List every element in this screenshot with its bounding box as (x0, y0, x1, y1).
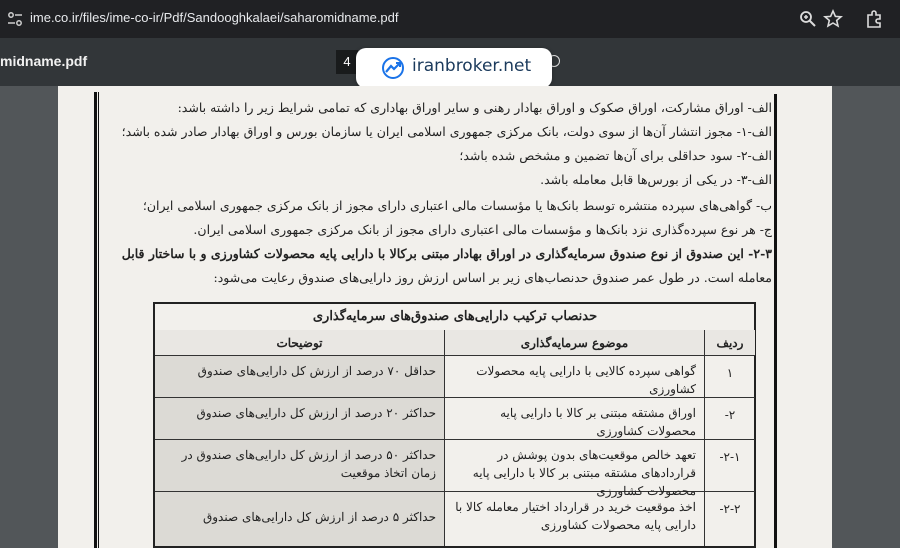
table-title: حدنصاب ترکیب دارایی‌های صندوق‌های سرمایه‌گذاری (155, 304, 755, 331)
zoom-icon[interactable] (798, 9, 818, 29)
row-subject: گواهی سپرده کالایی با دارایی پایه محصولات کشاورزی (444, 356, 704, 398)
doc-line: الف- اوراق مشارکت، اوراق صکوک و اوراق بهادار رهنی و سایر اوراق بهاداری که تمامی شرایط زیر را داشته باشد: (177, 100, 772, 115)
pdf-file-name: midname.pdf (0, 53, 88, 69)
allocation-table (153, 302, 756, 548)
row-subject: اخذ موقعیت خرید در قرارداد اختیار معامله کالا با دارایی پایه محصولات کشاورزی (444, 492, 704, 546)
page-frame-right (774, 94, 777, 548)
row-number: ۲-۱- (704, 440, 755, 492)
doc-line: معامله است. در طول عمر صندوق حدنصاب‌های زیر بر اساس ارزش روز دارایی‌های صندوق رعایت می‌شود: (213, 270, 772, 285)
iranbroker-watermark (356, 48, 552, 88)
row-number: ۱ (704, 356, 755, 398)
doc-line: الف-۱- مجوز انتشار آن‌ها از سوی دولت، بانک مرکزی جمهوری اسلامی ایران یا سازمان بورس و اوراق بهادار صادر شده باشد؛ (121, 124, 772, 139)
row-subject: اوراق مشتقه مبتنی بر کالا با دارایی پایه محصولات کشاورزی (444, 398, 704, 440)
doc-line: ب- گواهی‌های سپرده منتشره توسط بانک‌ها یا مؤسسات مالی اعتباری دارای مجوز از بانک مرکزی جمهوری اسلامی ایران؛ (142, 198, 772, 213)
site-info-icon[interactable] (6, 11, 24, 27)
browser-address-bar (0, 0, 900, 38)
row-notes: حداکثر ۵ درصد از ارزش کل دارایی‌های صندوق (155, 492, 444, 546)
doc-line: ۲-۳- این صندوق از نوع صندوق سرمایه‌گذاری در اوراق بهادار مبتنی برکالا با دارایی پایه محصولات کشاورزی و با ساختار قابل (121, 246, 772, 261)
extensions-icon[interactable] (864, 9, 884, 29)
pdf-page (58, 86, 832, 548)
row-number: ۲- (704, 398, 755, 440)
row-notes: حداکثر ۲۰ درصد از ارزش کل دارایی‌های صندوق (155, 398, 444, 440)
page-number-input[interactable]: 4 (336, 50, 358, 74)
watermark-brand: iranbroker.net (412, 56, 532, 76)
url-text[interactable]: ime.co.ir/files/ime-co-ir/Pdf/Sandooghkalaei/saharomidname.pdf (30, 10, 399, 25)
chart-logo-icon (380, 55, 406, 81)
doc-line: الف-۳- در یکی از بورس‌ها قابل معامله باشد. (540, 172, 772, 187)
doc-line: الف-۲- سود حداقلی برای آن‌ها تضمین و مشخص شده باشد؛ (459, 148, 772, 163)
row-notes: حداقل ۷۰ درصد از ارزش کل دارایی‌های صندوق (155, 356, 444, 398)
header-subject: موضوع سرمایه‌گذاری (444, 330, 704, 356)
header-row-number: ردیف (704, 330, 755, 356)
row-subject: تعهد خالص موقعیت‌های بدون پوشش در قراردادهای مشتقه مبتنی بر کالا با دارایی پایه محصولات کشاورزی (444, 440, 704, 492)
header-notes: توضیحات (155, 330, 444, 356)
row-number: ۲-۲- (704, 492, 755, 546)
star-icon[interactable] (823, 9, 843, 29)
row-notes: حداکثر ۵۰ درصد از ارزش کل دارایی‌های صندوق در زمان اتخاذ موقعیت (155, 440, 444, 492)
doc-line: ج- هر نوع سپرده‌گذاری نزد بانک‌ها و مؤسسات مالی اعتباری دارای مجوز از بانک مرکزی جمهوری اسلامی ایران. (193, 222, 772, 237)
